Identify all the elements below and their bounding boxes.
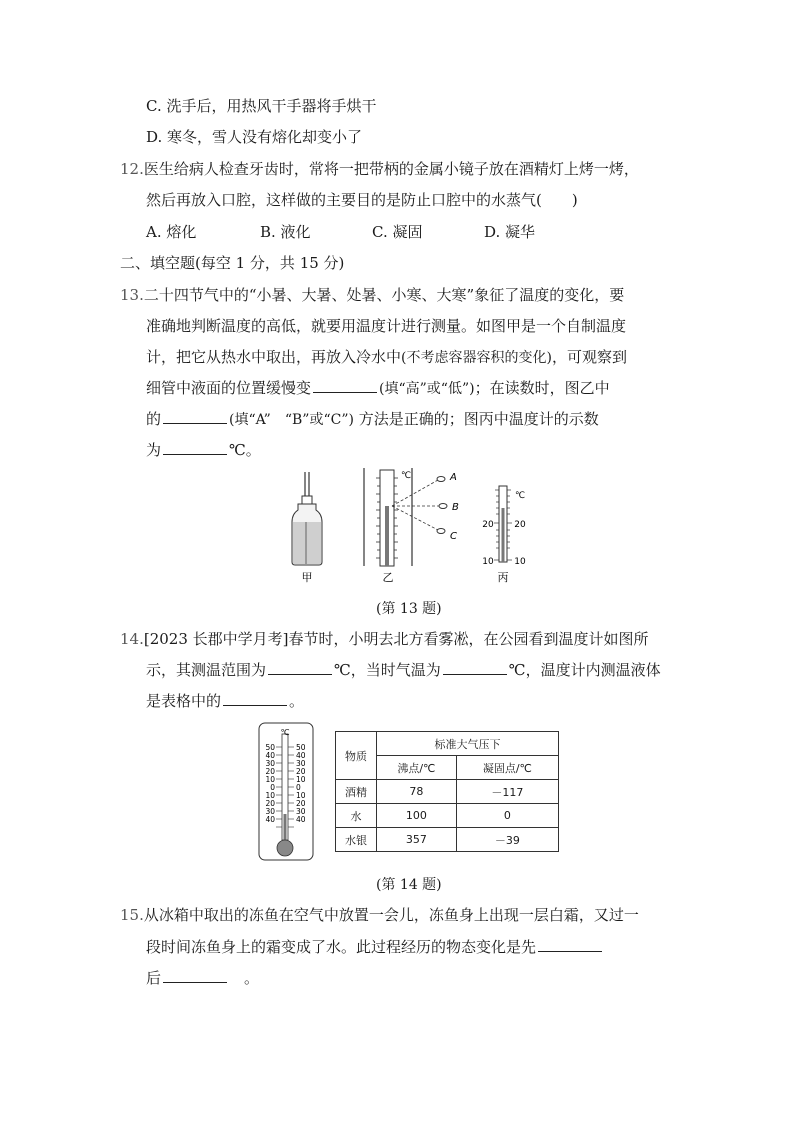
q13-text6b: ℃。: [229, 441, 261, 459]
table-cell: －39: [456, 828, 558, 852]
table-header-substance: 物质: [336, 732, 377, 780]
q14-tick-left: 10: [265, 791, 275, 800]
homemade-thermometer-jia: [292, 472, 322, 584]
q13-text3a: 计，把它从热水中取出，再放入冷水中: [146, 348, 402, 366]
q14-tick-left: 40: [265, 751, 275, 760]
q14-number: 14.: [120, 630, 144, 648]
q15-text3a: 后: [146, 969, 162, 987]
q14-tick-right: 30: [296, 759, 306, 768]
q12-line2: 然后再放入口腔，这样做的主要目的是防止口腔中的水蒸气( ): [146, 191, 578, 209]
reading-methods-yi: [364, 468, 459, 584]
q14-tick-left: 50: [265, 743, 275, 752]
q15-text2a: 段时间冻鱼身上的霜变成了水。此过程经历的物态变化是先: [146, 938, 537, 956]
q12-option-d: D. 凝华: [484, 223, 536, 241]
table-row: [336, 804, 559, 828]
q14-tick-right: 0: [296, 783, 301, 792]
q13-line6: [146, 440, 261, 460]
q13-text1: 二十四节气中的“小暑、大暑、处暑、小寒、大寒”象征了温度的变化，要: [143, 286, 625, 304]
q13-line3: [146, 347, 627, 368]
tick-bing-20-right: 20: [514, 520, 526, 530]
q14-line3: [146, 691, 304, 711]
q14-tick-left: 30: [265, 807, 275, 816]
q12-option-c: C. 凝固: [372, 223, 423, 241]
table-cell: 0: [456, 804, 558, 828]
q14-tick-right: 40: [296, 751, 306, 760]
table-row: [336, 828, 559, 852]
q14-blank-2[interactable]: [443, 660, 507, 675]
label-jia: 甲: [301, 571, 313, 584]
thermometer-bing: [482, 486, 526, 584]
q13-text4a: 细管中液面的位置缓慢变: [146, 379, 312, 397]
q11-option-d: D. 寒冬，雪人没有熔化却变小了: [146, 128, 363, 146]
section-title: 二、填空题(每空 1 分，共 15 分): [120, 254, 345, 272]
q12-number: 12.: [120, 160, 144, 178]
q14-text2b: ℃，当时气温为: [334, 661, 441, 679]
q14-text3b: 。: [289, 692, 305, 710]
q14-line2: [146, 660, 661, 680]
q14-blank-3[interactable]: [223, 691, 287, 706]
q14-thermometer: [258, 722, 314, 862]
label-c: C: [450, 531, 457, 542]
table-cell: －117: [456, 780, 558, 804]
table-header-freeze: 凝固点/℃: [456, 756, 558, 780]
label-yi: 乙: [382, 571, 394, 584]
q13-line4: [146, 378, 610, 399]
table-cell: 100: [377, 804, 457, 828]
label-bing: 丙: [497, 571, 509, 584]
q15-number: 15.: [120, 906, 144, 924]
q14-text3a: 是表格中的: [146, 692, 222, 710]
tick-bing-10-left: 10: [482, 557, 494, 567]
q14-tick-right: 20: [296, 799, 306, 808]
table-header-boil: 沸点/℃: [377, 756, 457, 780]
q12-option-a: A. 熔化: [146, 223, 197, 241]
tick-bing-20-left: 20: [482, 520, 494, 530]
q14-unit: ℃: [280, 728, 290, 737]
label-a: A: [450, 472, 457, 483]
q13-text4b: ；在读数时，图乙中: [474, 379, 610, 397]
q11-option-c: C. 洗手后，用热风干手器将手烘干: [146, 97, 377, 115]
label-yi-unit: ℃: [400, 471, 412, 481]
q15-line3: [146, 968, 259, 988]
q13-text6a: 为: [146, 441, 162, 459]
q13-note3: (不考虑容器容积的变化): [401, 350, 552, 366]
q14-caption: (第 14 题): [376, 877, 442, 893]
tick-bing-10-right: 10: [514, 557, 526, 567]
q15-text3b: 。: [244, 969, 260, 987]
q15-blank-2[interactable]: [163, 968, 227, 983]
q12-line1: [120, 159, 639, 179]
q14-text1: [2023 长郡中学月考]春节时，小明去北方看雾凇，在公园看到温度计如图所: [143, 630, 649, 648]
q13-figure: [280, 466, 540, 588]
q13-blank-2[interactable]: [163, 409, 227, 424]
q14-tick-right: 30: [296, 807, 306, 816]
q14-tick-left: 10: [265, 775, 275, 784]
table-cell: 78: [377, 780, 457, 804]
q13-line5: [146, 409, 599, 430]
q14-tick-left: 20: [265, 799, 275, 808]
q13-text3b: ，可观察到: [551, 348, 627, 366]
table-header-group: 标准大气压下: [377, 732, 559, 756]
eye-a-icon: [437, 477, 445, 482]
q14-tick-right: 10: [296, 775, 306, 784]
q14-blank-1[interactable]: [268, 660, 332, 675]
q13-number: 13.: [120, 286, 144, 304]
table-cell: 水银: [336, 828, 377, 852]
q12-option-b: B. 液化: [260, 223, 311, 241]
label-b: B: [452, 502, 459, 513]
q14-tick-right: 10: [296, 791, 306, 800]
q13-blank-3[interactable]: [163, 440, 227, 455]
q13-caption: (第 13 题): [376, 601, 442, 617]
q15-blank-1[interactable]: [538, 937, 602, 952]
q12-text1: 医生给病人检查牙齿时，常将一把带柄的金属小镜子放在酒精灯上烤一烤，: [143, 160, 639, 178]
q14-tick-right: 50: [296, 743, 306, 752]
q14-tick-right: 40: [296, 815, 306, 824]
table-cell: 酒精: [336, 780, 377, 804]
q14-tick-left: 0: [270, 783, 275, 792]
label-bing-unit: ℃: [514, 491, 526, 501]
q14-tick-right: 20: [296, 767, 306, 776]
q14-table: [335, 731, 559, 852]
q15-line1: [120, 905, 639, 925]
q13-blank-1[interactable]: [313, 378, 377, 393]
q14-tick-left: 30: [265, 759, 275, 768]
q14-text2a: 示，其测温范围为: [146, 661, 267, 679]
table-row: [336, 780, 559, 804]
q13-line2: 准确地判断温度的高低，就要用温度计进行测量。如图甲是一个自制温度: [146, 317, 627, 335]
q13-text5a: 的: [146, 410, 162, 428]
q15-text1: 从冰箱中取出的冻鱼在空气中放置一会儿，冻鱼身上出现一层白霜，又过一: [143, 906, 639, 924]
table-cell: 357: [377, 828, 457, 852]
q13-note5: (填“A” “B”或“C”): [229, 412, 354, 428]
q13-line1: [120, 285, 624, 305]
q13-note4: (填“高”或“低”): [379, 381, 475, 397]
q13-text5b: 方法是正确的；图丙中温度计的示数: [358, 410, 599, 428]
table-cell: 水: [336, 804, 377, 828]
eye-c-icon: [437, 529, 445, 534]
q15-line2: [146, 937, 604, 957]
eye-b-icon: [439, 504, 447, 509]
q14-line1: [120, 629, 649, 649]
q14-tick-left: 20: [265, 767, 275, 776]
q14-tick-left: 40: [265, 815, 275, 824]
q14-text2c: ℃，温度计内测温液体: [508, 661, 661, 679]
